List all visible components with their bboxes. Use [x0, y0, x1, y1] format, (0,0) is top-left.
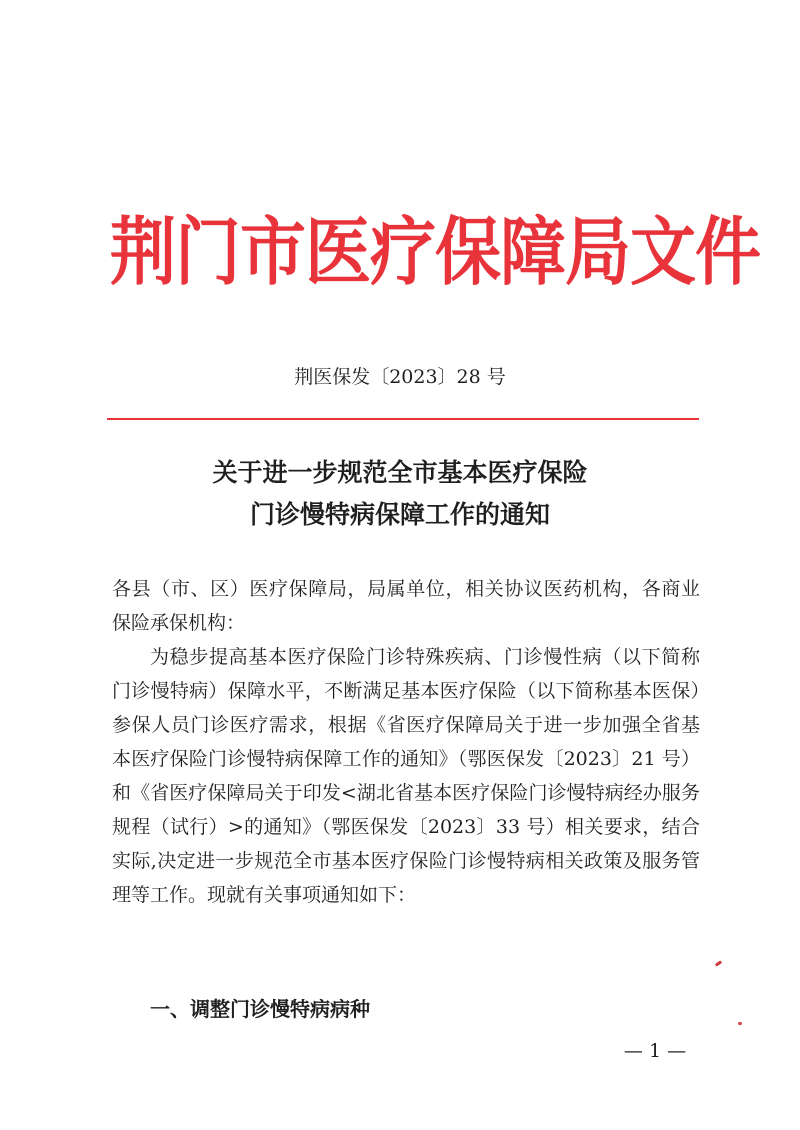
agency-masthead: 荆门市医疗保障局文件 [110, 209, 760, 296]
section-heading-one: 一、调整门诊慢特病病种 [150, 997, 370, 1021]
red-divider [107, 418, 699, 420]
title-line-one: 关于进一步规范全市基本医疗保险 [212, 458, 588, 487]
notice-title [100, 452, 700, 536]
introductory-paragraph: 为稳步提高基本医疗保险门诊特殊疾病、门诊慢性病（以下简称门诊慢特病）保障水平，不断满足基本医疗保险（以下简称基本医保）参保人员门诊医疗需求，根据《省医疗保障局关于进一步加强全省基本医疗保险门诊慢特病保障工作的通知》（鄂医保发〔2023〕21 号）和《省医疗保障局关于印发<湖北省基本医疗保险门诊慢特病经办服务规程（试行）>的通知》（鄂医保发〔2023〕33 号）相关要求，结合实际,决定进一步规范全市基本医疗保险门诊慢特病相关政策及服务管理等工作。现就有关事项通知如下： [112, 646, 700, 906]
title-line-two: 门诊慢特病保障工作的通知 [249, 500, 550, 529]
page-number: — 1 — [623, 1040, 687, 1062]
scan-ink-dot [738, 1022, 742, 1025]
recipient-salutation: 各县（市、区）医疗保障局，局属单位，相关协议医药机构，各商业保险承保机构： [112, 578, 700, 634]
document-number: 荆医保发〔2023〕28 号 [294, 366, 506, 388]
scan-ink-mark [715, 960, 722, 966]
